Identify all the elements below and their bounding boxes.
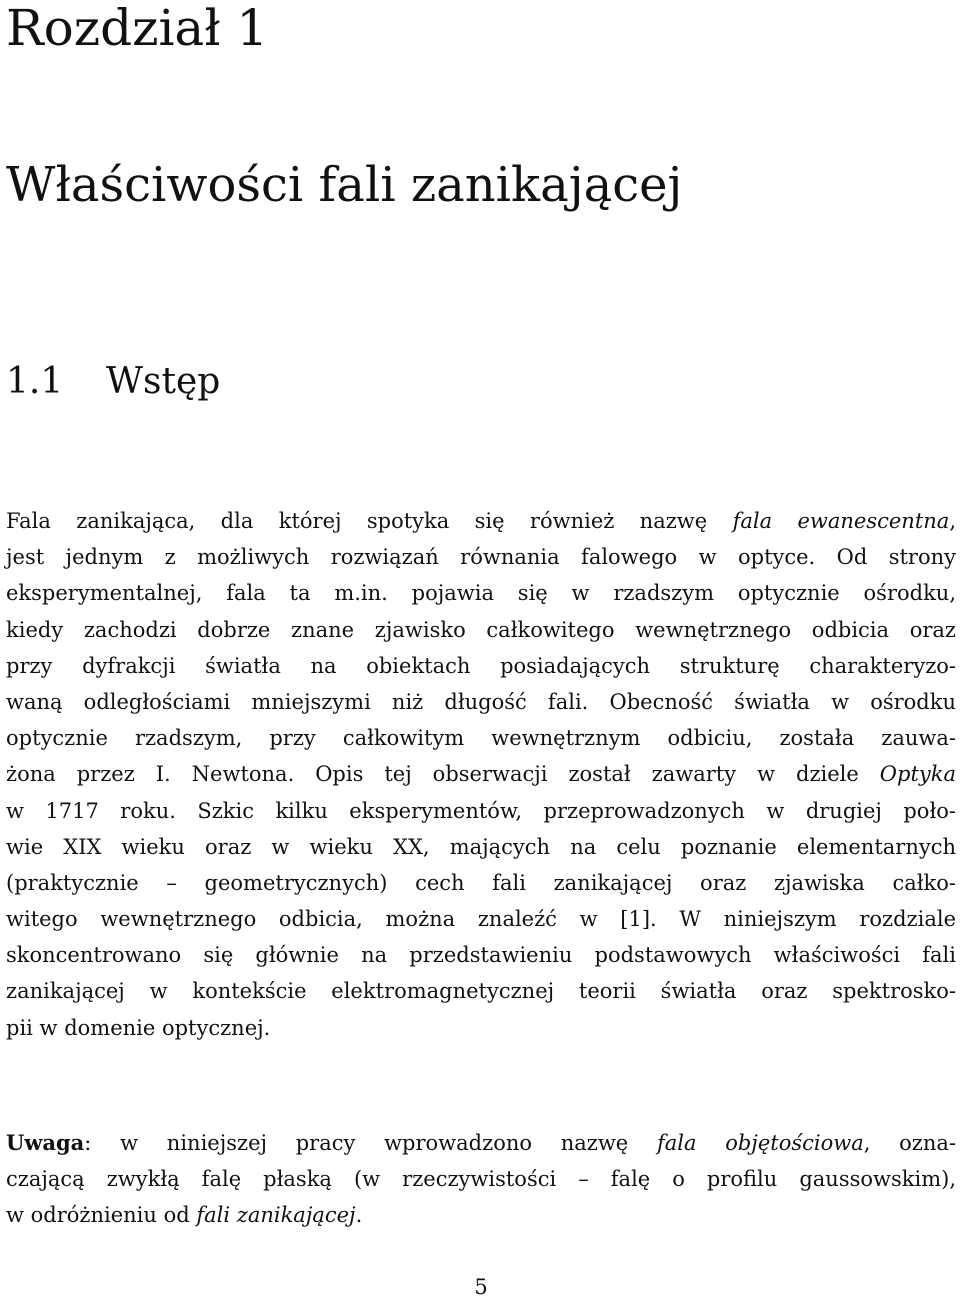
paragraph-line: czającą zwykłą falę płaską (w rzeczywistości – falę o profilu gaussowskim), bbox=[6, 1167, 956, 1192]
paragraph-line: wie XIX wieku oraz w wieku XX, mających na celu poznanie elementarnych bbox=[6, 834, 956, 859]
paragraph-line bbox=[6, 503, 956, 539]
text-run: , ozna- bbox=[863, 1131, 956, 1155]
chapter-title: Właściwości fali zanikającej bbox=[6, 157, 683, 213]
paragraph-line bbox=[6, 1197, 956, 1233]
paragraph-line: witego wewnętrznego odbicia, można znaleźć w [1]. W niniejszym rozdziale bbox=[6, 907, 956, 932]
section-title-text: Wstęp bbox=[106, 361, 221, 402]
text-run: żona przez I. Newtona. Opis tej obserwacji został zawarty w dziele bbox=[6, 762, 880, 787]
paragraph-line: przy dyfrakcji światła na obiektach posiadających strukturę charakteryzo- bbox=[6, 653, 956, 678]
paragraph-line: zanikającej w kontekście elektromagnetycznej teorii światła oraz spektrosko- bbox=[6, 979, 956, 1004]
paragraph-line: jest jednym z możliwych rozwiązań równania falowego w optyce. Od strony bbox=[6, 545, 956, 570]
text-run: . bbox=[355, 1203, 363, 1228]
italic-term: fali zanikającej bbox=[196, 1203, 356, 1228]
paragraph-line bbox=[6, 756, 956, 792]
paragraph-line: w 1717 roku. Szkic kilku eksperymentów, przeprowadzonych w drugiej poło- bbox=[6, 798, 956, 823]
text-run: Fala zanikająca, dla której spotyka się również nazwę bbox=[6, 509, 733, 533]
text-run: : w niniejszej pracy wprowadzono nazwę bbox=[84, 1131, 657, 1155]
paragraph-line: kiedy zachodzi dobrze znane zjawisko całkowitego wewnętrznego odbicia oraz bbox=[6, 617, 956, 642]
paragraph-line: pii w domenie optycznej. bbox=[6, 1015, 271, 1040]
paragraph-line: waną odległościami mniejszymi niż długość fali. Obecność światła w ośrodku bbox=[6, 689, 956, 714]
paragraph-line: (praktycznie – geometrycznych) cech fali zanikającej oraz zjawiska całko- bbox=[6, 870, 956, 895]
intro-paragraph bbox=[6, 503, 956, 1046]
note-label: Uwaga bbox=[6, 1130, 85, 1155]
paragraph-line bbox=[6, 1125, 956, 1161]
section-number: 1.1 bbox=[6, 361, 64, 402]
chapter-label: Rozdział 1 bbox=[6, 0, 269, 57]
text-run: w odróżnieniu od bbox=[6, 1203, 197, 1228]
paragraph-line: eksperymentalnej, fala ta m.in. pojawia się w rzadszym optycznie ośrodku, bbox=[6, 581, 956, 606]
paragraph-line: skoncentrowano się głównie na przedstawieniu podstawowych właściwości fali bbox=[6, 943, 956, 968]
section-heading bbox=[6, 358, 220, 406]
italic-term: fala ewanescentna bbox=[732, 509, 950, 533]
note-paragraph bbox=[6, 1125, 956, 1234]
page-number: 5 bbox=[474, 1275, 488, 1299]
paragraph-line: optycznie rzadszym, przy całkowitym wewnętrznym odbiciu, została zauwa- bbox=[6, 726, 956, 751]
italic-term: Optyka bbox=[879, 762, 956, 787]
text-run: , bbox=[949, 509, 956, 533]
italic-term: fala objętościowa bbox=[656, 1131, 864, 1155]
